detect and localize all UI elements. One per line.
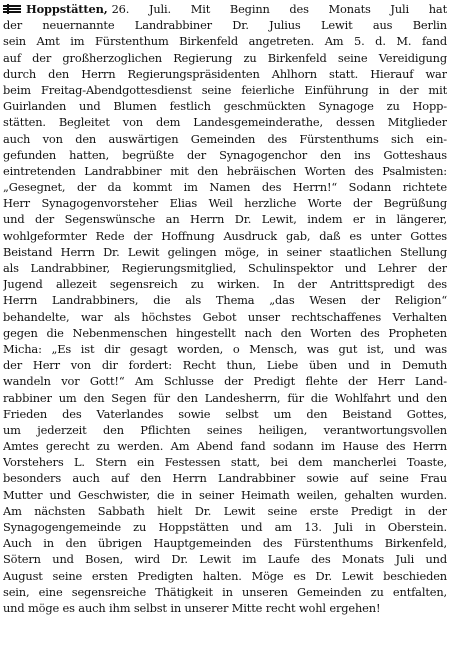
- article-line: behandelte, war als höchstes Gebot unser rechtschaffenes Verhalten: [3, 309, 447, 324]
- article-body: [3, 17, 447, 616]
- article-first-line: [3, 1, 447, 17]
- article-line: der neuernannte Landrabbiner Dr. Julius Lewit aus Berlin: [3, 18, 447, 33]
- article-line: Beistand Herrn Dr. Lewit gelingen möge, in seiner staatlichen Stellung: [3, 244, 447, 259]
- article-line: Vorstehers L. Stern ein Festessen statt, bei dem mancherlei Toaste,: [3, 455, 447, 470]
- article-line: Guirlanden und Blumen festlich geschmückten Synagoge zu Hopp-: [3, 99, 447, 114]
- section-marker-icon: [3, 4, 21, 14]
- article-line: wandeln vor Gott!“ Am Schlusse der Predigt flehte der Herr Land-: [3, 374, 447, 389]
- newspaper-article: [3, 1, 447, 649]
- article-line: Herr Synagogenvorsteher Elias Weil herzliche Worte der Begrüßung: [3, 196, 447, 211]
- article-line: gefunden hatten, begrüßte der Synagogenchor den ins Gotteshaus: [3, 147, 447, 162]
- article-line: durch den Herrn Regierungspräsidenten Ahlhorn statt. Hierauf war: [3, 66, 447, 81]
- article-line: eintretenden Landrabbiner mit den hebräischen Worten des Psalmisten:: [3, 163, 447, 178]
- article-line: wohlgeformter Rede der Hoffnung Ausdruck gab, daß es unter Gottes: [3, 228, 447, 243]
- article-line: stätten. Begleitet von dem Landesgemeinderathe, dessen Mitglieder: [3, 115, 447, 130]
- article-line: und der Segenswünsche an Herrn Dr. Lewit, indem er in längerer,: [3, 212, 447, 227]
- article-line: beim Freitag-Abendgottesdienst seine feierliche Einführung in der mit: [3, 82, 447, 97]
- article-line: Jugend allezeit segensreich zu wirken. In der Antrittspredigt des: [3, 277, 447, 292]
- article-line: „Gesegnet, der da kommt im Namen des Herrn!“ Sodann richtete: [3, 180, 447, 195]
- article-line: besonders auch auf den Herrn Landrabbiner sowie auf seine Frau: [3, 471, 447, 486]
- article-line: Mutter und Geschwister, die in seiner Heimath weilen, gehalten wurden.: [3, 487, 447, 502]
- article-line: Am nächsten Sabbath hielt Dr. Lewit seine erste Predigt in der: [3, 503, 447, 518]
- article-line: sein, eine segensreiche Thätigkeit in unseren Gemeinden zu entfalten,: [3, 584, 447, 599]
- article-line: der Herr von dir fordert: Recht thun, Liebe üben und in Demuth: [3, 358, 447, 373]
- article-line: Frieden des Vaterlandes sowie selbst um den Beistand Gottes,: [3, 406, 447, 421]
- article-line: um jederzeit den Pflichten seines heiligen, verantwortungsvollen: [3, 422, 447, 437]
- article-line: Herrn Landrabbiners, die als Thema „das Wesen der Religion“: [3, 293, 447, 308]
- article-line: auf der großherzoglichen Regierung zu Birkenfeld seine Vereidigung: [3, 50, 447, 65]
- article-line: August seine ersten Predigten halten. Möge es Dr. Lewit beschieden: [3, 568, 447, 583]
- article-line: Auch in den übrigen Hauptgemeinden des Fürstenthums Birkenfeld,: [3, 536, 447, 551]
- article-line: gegen die Nebenmenschen hingestellt nach den Worten des Propheten: [3, 325, 447, 340]
- article-line: 26. Juli. Mit Beginn des Monats Juli hat: [111, 2, 447, 16]
- article-line: Synagogengemeinde zu Hoppstätten und am 13. Juli in Oberstein.: [3, 520, 447, 534]
- article-line: sein Amt im Fürstenthum Birkenfeld angetreten. Am 5. d. M. fand: [3, 34, 447, 49]
- article-line: als Landrabbiner, Regierungsmitglied, Schulinspektor und Lehrer der: [3, 261, 447, 275]
- article-dateline: Hoppstätten,: [26, 2, 108, 16]
- article-line: Sötern und Bosen, wird Dr. Lewit im Laufe des Monats Juli und: [3, 552, 447, 567]
- article-line: Micha: „Es ist dir gesagt worden, o Mensch, was gut ist, und was: [3, 341, 447, 356]
- article-line: und möge es auch ihm selbst in unserer Mitte recht wohl ergehen!: [3, 600, 381, 615]
- article-line: rabbiner um den Segen für den Landesherrn, für die Wohlfahrt und den: [3, 390, 447, 405]
- article-line: auch von den auswärtigen Gemeinden des Fürstenthums sich ein-: [3, 131, 447, 146]
- article-line: Amtes gerecht zu werden. Am Abend fand sodann im Hause des Herrn: [3, 439, 447, 454]
